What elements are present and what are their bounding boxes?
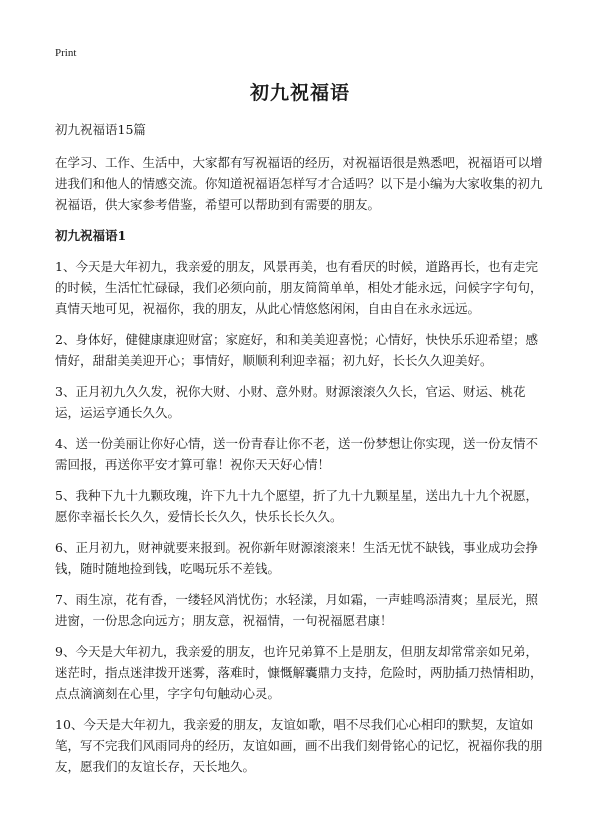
blessing-paragraph: 5、我种下九十九颗玫瑰，许下九十九个愿望，折了九十九颗星星，送出九十九个祝愿，愿你幸福长长久久，爱情长长久久，快乐长长久久。 bbox=[55, 488, 538, 524]
blessing-paragraph: 3、正月初九久久发，祝你大财、小财、意外财。财源滚滚久久长，官运、财运、桃花运，运运亨通长久久。 bbox=[55, 384, 526, 420]
print-link[interactable]: Print bbox=[55, 47, 77, 59]
blessing-paragraph: 2、身体好，健健康康迎财富；家庭好，和和美美迎喜悦；心情好，快快乐乐迎希望；感情好，甜甜美美迎开心；事情好，顺顺利利迎幸福；初九好，长长久久迎美好。 bbox=[55, 332, 538, 368]
blessing-paragraph: 4、送一份美丽让你好心情，送一份青春让你不老，送一份梦想让你实现，送一份友情不需回报，再送你平安才算可靠！祝你天天好心情！ bbox=[55, 436, 538, 472]
blessing-paragraph: 6、正月初九，财神就要来报到。祝你新年财源滚滚来！生活无忧不缺钱，事业成功会挣钱，随时随地捡到钱，吃喝玩乐不差钱。 bbox=[55, 540, 538, 576]
blessing-paragraph: 9、今天是大年初九，我亲爱的朋友，也许兄弟算不上是朋友，但朋友却常常亲如兄弟，迷茫时，指点迷津拨开迷雾，落难时，慷慨解囊鼎力支持，危险时，两肋插刀热情相助，点点滴滴刻在心里，字字句句触动心灵。 bbox=[55, 644, 543, 701]
blessing-paragraph: 7、雨生凉，花有香，一缕轻风消忧伤；水轻漾，月如霜，一声蛙鸣添清爽；星辰光，照进窗，一份思念向远方；朋友意，祝福情，一句祝福愿君康！ bbox=[55, 592, 538, 628]
section-heading: 初九祝福语1 bbox=[55, 228, 127, 243]
blessing-paragraph: 10、今天是大年初九，我亲爱的朋友，友谊如歌，唱不尽我们心心相印的默契，友谊如笔，写不完我们风雨同舟的经历，友谊如画，画不出我们刻骨铭心的记忆，祝福你我的朋友，愿我们的友谊长存，天长地久。 bbox=[55, 717, 543, 774]
intro-paragraph: 在学习、工作、生活中，大家都有写祝福语的经历，对祝福语很是熟悉吧，祝福语可以增进我们和他人的情感交流。你知道祝福语怎样写才合适吗？以下是小编为大家收集的初九祝福语，供大家参考借鉴，希望可以帮助到有需要的朋友。 bbox=[55, 155, 543, 212]
page-title: 初九祝福语 bbox=[249, 82, 350, 104]
subtitle: 初九祝福语15篇 bbox=[55, 122, 146, 137]
document-body bbox=[55, 119, 547, 787]
blessing-paragraph: 1、今天是大年初九，我亲爱的朋友，风景再美，也有看厌的时候，道路再长，也有走完的时候，生活忙忙碌碌，我们必须向前，朋友简简单单，相处才能永远，问候字字句句，真情天地可见，祝福你，我的朋友，从此心情悠悠闲闲，自由自在永永远远。 bbox=[55, 259, 543, 316]
